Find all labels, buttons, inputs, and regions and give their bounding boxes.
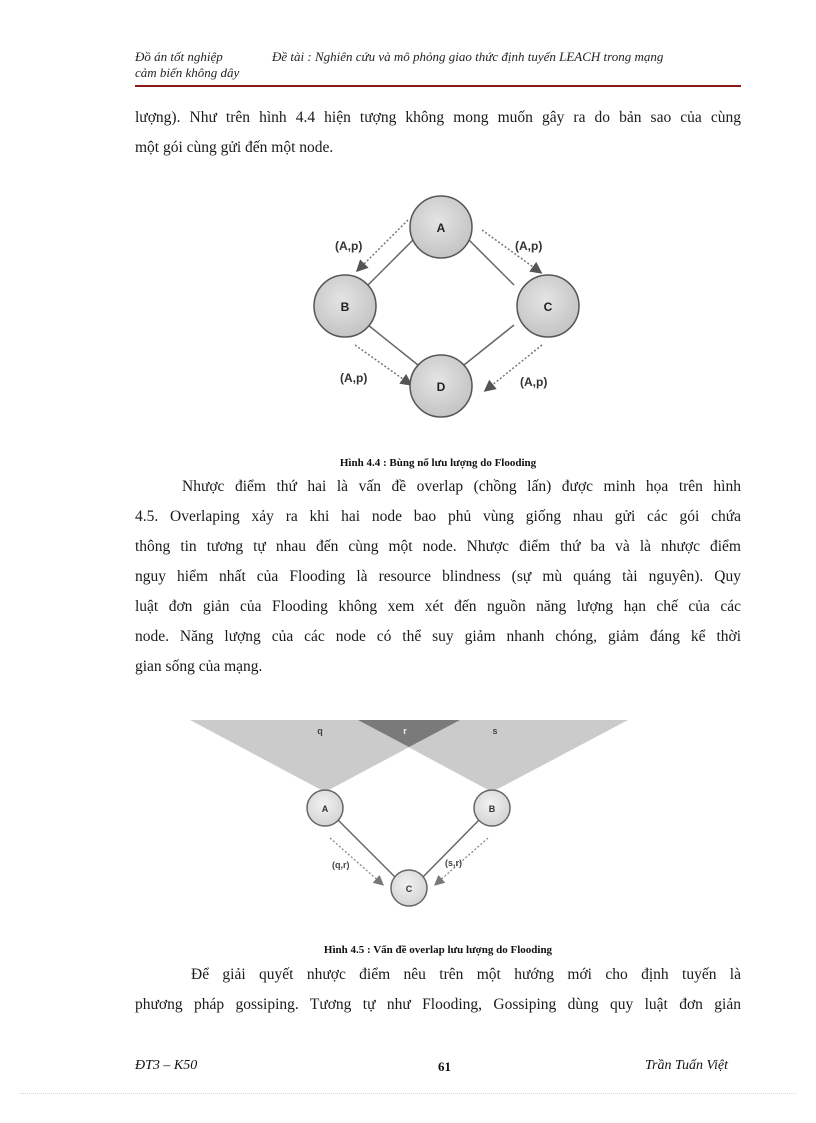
region-label: s	[492, 726, 498, 736]
coverage-regions	[190, 720, 628, 792]
node-c	[517, 275, 579, 337]
paragraph-line: phương pháp gossiping. Tương tự như Flooding, Gossiping dùng quy luật đơn giản	[135, 996, 741, 1013]
svg-text:C: C	[405, 884, 413, 894]
header-thesis-title: Đề tài : Nghiên cứu và mô phỏng giao thức định tuyến LEACH trong mạng	[272, 49, 664, 64]
paragraph-line: lượng). Như trên hình 4.4 hiện tượng không mong muốn gây ra do bản sao của cùng	[135, 109, 741, 126]
footer-author: Trần Tuấn Việt	[645, 1058, 728, 1073]
edge-label: (A,p)	[335, 239, 363, 253]
paragraph-line: thông tin tương tự nhau đến cùng một node. Nhược điểm thứ ba và là nhược điểm	[135, 538, 741, 555]
region-label: q	[317, 726, 323, 736]
figure-4-4-caption: Hình 4.4 : Bùng nổ lưu lượng do Flooding	[339, 457, 537, 469]
paragraph-line: gian sống của mạng.	[135, 658, 263, 675]
node-c	[391, 870, 427, 906]
paragraph-line: Để giải quyết nhược điểm nêu trên một hướng mới cho định tuyến là	[191, 966, 741, 983]
paragraph-line: nguy hiểm nhất của Flooding là resource blindness (sự mù quáng tài nguyên). Quy	[135, 568, 741, 585]
edge-label: (A,p)	[515, 239, 543, 253]
edge-label: (A,p)	[340, 371, 368, 385]
paragraph-3	[135, 960, 741, 1020]
footer-class: ĐT3 – K50	[135, 1058, 198, 1073]
paragraph-line: một gói cùng gửi đến một node.	[135, 139, 334, 156]
header-thesis-title-cont: cảm biến không dây	[135, 65, 240, 80]
paragraph-line: 4.5. Overlaping xảy ra khi hai node bao phủ vùng giống nhau gửi các gói chứa	[135, 508, 741, 525]
node-b	[474, 790, 510, 826]
header-rule	[135, 85, 741, 87]
paragraph-1	[135, 103, 741, 163]
svg-text:A: A	[321, 804, 329, 814]
node-d	[410, 355, 472, 417]
edge-label: (A,p)	[520, 375, 548, 389]
svg-text:B: B	[340, 300, 350, 314]
edge-label: (s,r)	[445, 858, 463, 868]
paragraph-2	[135, 472, 741, 682]
node-a	[307, 790, 343, 826]
svg-text:C: C	[543, 300, 553, 314]
node-a	[410, 196, 472, 258]
figure-4-5-caption: Hình 4.5 : Vấn đề overlap lưu lượng do Flooding	[323, 944, 553, 956]
figure-flooding-diagram	[300, 190, 600, 435]
paragraph-line: Nhược điểm thứ hai là vấn đề overlap (chồng lấn) được minh họa trên hình	[182, 478, 741, 495]
svg-text:B: B	[488, 804, 496, 814]
page-edge-divider	[20, 1093, 796, 1094]
region-label: r	[403, 726, 407, 736]
header-doc-type: Đồ án tốt nghiệp	[135, 49, 223, 64]
figure-overlap-diagram	[190, 720, 628, 915]
edge-label: (q,r)	[332, 860, 350, 870]
node-b	[314, 275, 376, 337]
page-number: 61	[438, 1059, 451, 1074]
paragraph-line: node. Năng lượng của các node có thể suy giảm nhanh chóng, giảm đáng kể thời	[135, 628, 741, 645]
svg-text:A: A	[436, 221, 446, 235]
svg-text:D: D	[436, 380, 446, 394]
paragraph-line: luật đơn giản của Flooding không xem xét đến nguồn năng lượng hạn chế của các	[135, 598, 741, 615]
